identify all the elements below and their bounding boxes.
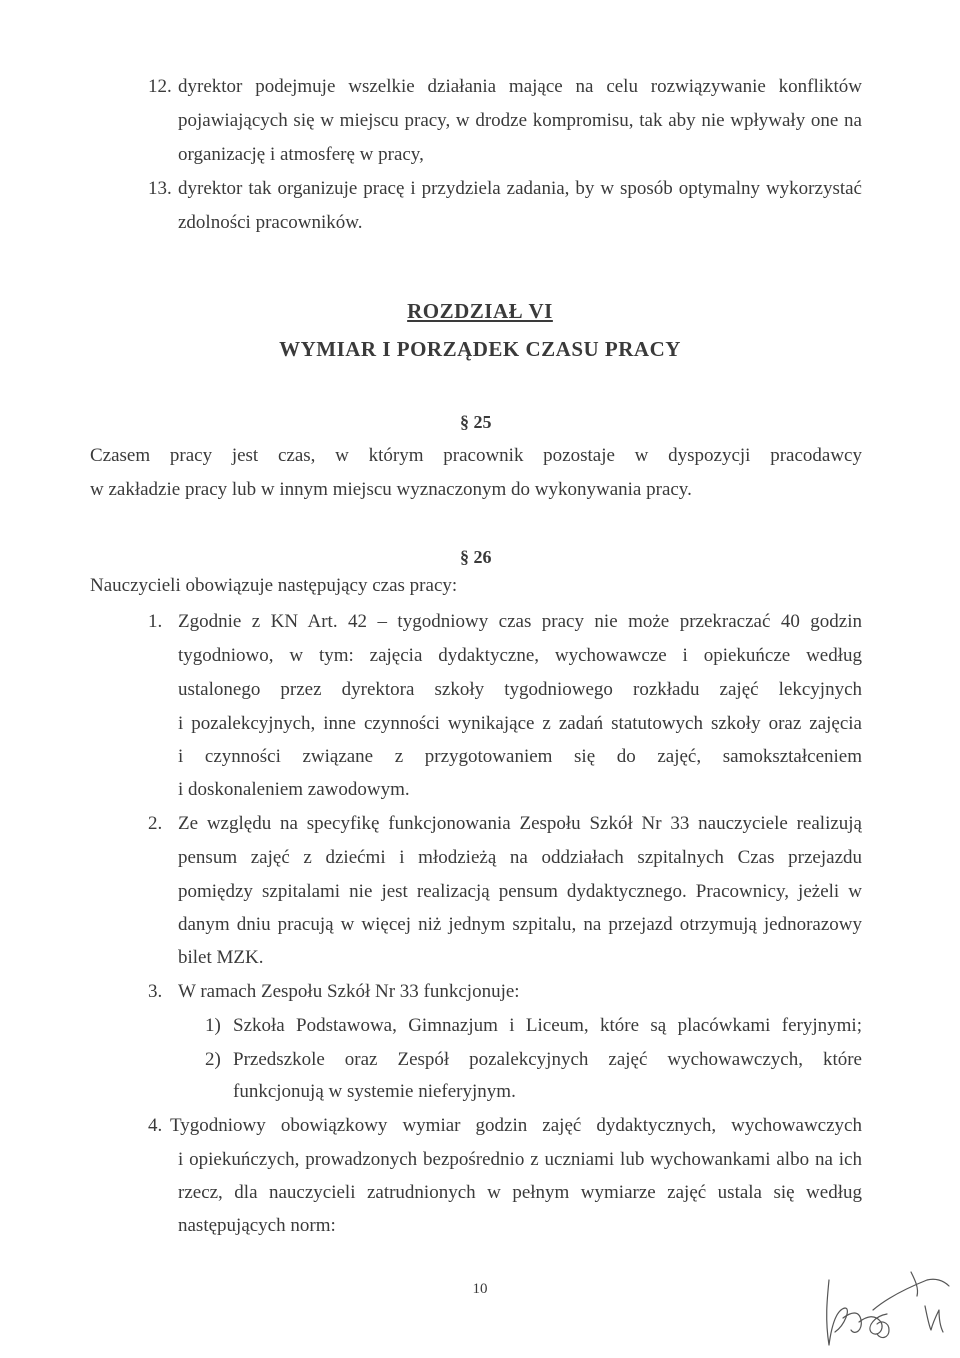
paragraph-4-line-2: i opiekuńczych, prowadzonych bezpośrednio z uczniami lub wychowankami albo na ich (178, 1149, 862, 1170)
signature-stroke-6 (911, 1272, 918, 1296)
paragraph-2-line-3: pomiędzy szpitalami nie jest realizacją pensum dydaktycznego. Pracownicy, jeżeli w (178, 881, 862, 902)
paragraph-1-line-4: i pozalekcyjnych, inne czynności wynikające z zadań statutowych szkoły oraz zajęcia (178, 713, 862, 734)
paragraph-4-number: 4. (148, 1115, 163, 1136)
chapter-title: WYMIAR I PORZĄDEK CZASU PRACY (279, 337, 681, 361)
paragraph-2-line-4: danym dniu pracują w więcej niż jednym szpitalu, na przejazd otrzymują jednorazowy (178, 914, 862, 935)
chapter-number: ROZDZIAŁ VI (407, 299, 553, 323)
paragraph-3-intro: W ramach Zespołu Szkół Nr 33 funkcjonuje: (178, 981, 520, 1002)
item-12-line-3: organizację i atmosferę w pracy, (178, 144, 424, 165)
handwritten-signature (815, 1250, 955, 1350)
paragraph-3-sub-2-line-1: Przedszkole oraz Zespół pozalekcyjnych zajęć wychowawczych, które (233, 1049, 862, 1070)
paragraph-1-line-6: i doskonaleniem zawodowym. (178, 779, 410, 800)
paragraph-1-number: 1. (148, 611, 163, 632)
paragraph-3-sub-2-number: 2) (205, 1049, 221, 1070)
paragraph-2-line-5: bilet MZK. (178, 947, 264, 968)
item-13-line-1: dyrektor tak organizuje pracę i przydziela zadania, by w sposób optymalny wykorzystać (178, 178, 862, 199)
signature-stroke-4 (877, 1322, 889, 1337)
page-number: 10 (472, 1281, 488, 1297)
list-number-13: 13. (148, 178, 172, 199)
paragraph-3-number: 3. (148, 981, 163, 1002)
section-26-intro: Nauczycieli obowiązuje następujący czas pracy: (90, 575, 458, 596)
item-13-line-2: zdolności pracowników. (178, 212, 363, 233)
paragraph-1-line-2: tygodniowo, w tym: zajęcia dydaktyczne, wychowawcze i opiekuńcze według (178, 645, 862, 666)
signature-stroke-3 (859, 1314, 887, 1334)
signature-stroke-1 (827, 1280, 848, 1345)
signature-stroke-7 (925, 1306, 943, 1332)
paragraph-2-line-2: pensum zajęć z dziećmi i młodzieżą na oddziałach szpitalnych Czas przejazdu (178, 847, 862, 868)
paragraph-4-line-1: Tygodniowy obowiązkowy wymiar godzin zajęć dydaktycznych, wychowawczych (170, 1115, 862, 1136)
paragraph-3-sub-2-line-2: funkcjonują w systemie nieferyjnym. (233, 1081, 516, 1102)
paragraph-1-line-5: i czynności związane z przygotowaniem się do zajęć, samokształceniem (178, 746, 862, 767)
signature-stroke-2 (843, 1313, 861, 1332)
section-26-heading: § 26 (460, 547, 492, 567)
paragraph-4-line-3: rzecz, dla nauczycieli zatrudnionych w pełnym wymiarze zajęć ustala się według (178, 1182, 862, 1203)
paragraph-1-line-1: Zgodnie z KN Art. 42 – tygodniowy czas pracy nie może przekraczać 40 godzin (178, 611, 862, 632)
item-12-line-2: pojawiających się w miejscu pracy, w drodze kompromisu, tak aby nie wpływały one na (178, 110, 862, 131)
paragraph-2-number: 2. (148, 813, 163, 834)
paragraph-2-line-1: Ze względu na specyfikę funkcjonowania Zespołu Szkół Nr 33 nauczyciele realizują (178, 813, 862, 834)
paragraph-4-line-4: następujących norm: (178, 1215, 336, 1236)
section-25-line-1: Czasem pracy jest czas, w którym pracownik pozostaje w dyspozycji pracodawcy (90, 445, 862, 466)
signature-stroke-5 (873, 1279, 949, 1310)
item-12-line-1: dyrektor podejmuje wszelkie działania mające na celu rozwiązywanie konfliktów (178, 76, 862, 97)
list-number-12: 12. (148, 76, 172, 97)
section-25-heading: § 25 (460, 412, 492, 432)
paragraph-1-line-3: ustalonego przez dyrektora szkoły tygodniowego rozkładu zajęć lekcyjnych (178, 679, 862, 700)
paragraph-3-sub-1-number: 1) (205, 1015, 221, 1036)
section-25-line-2: w zakładzie pracy lub w innym miejscu wyznaczonym do wykonywania pracy. (90, 479, 692, 500)
paragraph-3-sub-1: Szkoła Podstawowa, Gimnazjum i Liceum, które są placówkami feryjnymi; (233, 1015, 862, 1036)
